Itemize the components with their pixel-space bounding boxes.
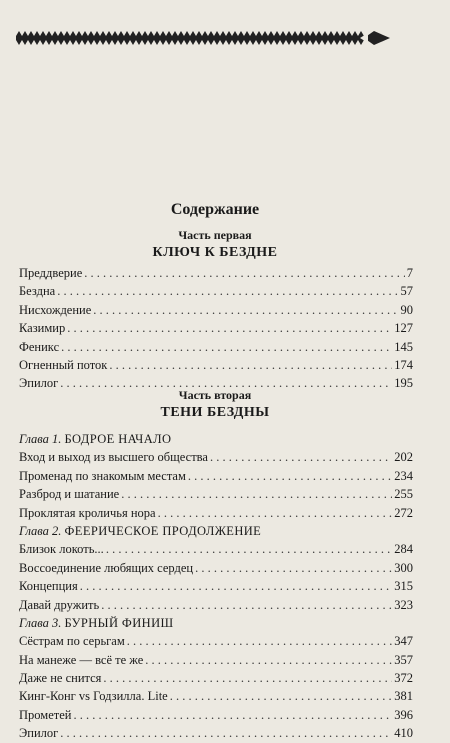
- toc-entry-title: Воссоединение любящих сердец: [19, 560, 194, 575]
- toc-entry[interactable]: [19, 651, 413, 669]
- toc-entry[interactable]: [19, 485, 413, 503]
- toc-entry[interactable]: [19, 706, 413, 724]
- toc-entry-page: 90: [400, 302, 413, 317]
- chapter-number: Глава 2.: [19, 523, 62, 538]
- chapter-title: ФЕЕРИЧЕСКОЕ ПРОДОЛЖЕНИЕ: [64, 523, 262, 538]
- toc-entry[interactable]: [19, 559, 413, 577]
- toc-entry-title: Близок локоть...: [19, 542, 104, 557]
- toc-entry-page: 381: [394, 689, 413, 704]
- dot-leader: [101, 596, 392, 614]
- chapter-heading[interactable]: [19, 430, 413, 448]
- toc-entry-title: Бездна: [19, 284, 56, 299]
- dot-leader: [84, 264, 405, 282]
- toc-entry-title: Эпилог: [19, 376, 59, 391]
- toc-entry-page: 315: [394, 579, 413, 594]
- dot-leader: [93, 301, 398, 319]
- toc-entry-title: Феникс: [19, 339, 60, 354]
- toc-entry[interactable]: [19, 504, 413, 522]
- toc-entry[interactable]: [19, 264, 413, 282]
- toc-entry-page: 195: [394, 376, 413, 391]
- toc-entry-page: 410: [394, 726, 413, 741]
- chapter-title: БОДРОЕ НАЧАЛО: [64, 432, 172, 446]
- dot-leader: [109, 356, 392, 374]
- toc-entry-title: Огненный поток: [19, 357, 108, 372]
- toc-entry-title: Даже не снится: [19, 671, 102, 686]
- part2-title: ТЕНИ БЕЗДНЫ: [160, 405, 270, 420]
- toc-entry-title: Преддверие: [19, 266, 83, 280]
- dot-leader: [170, 687, 393, 705]
- toc-entry-page: 347: [394, 634, 413, 649]
- dot-leader: [188, 467, 392, 485]
- toc-entry-page: 127: [394, 321, 413, 336]
- part1-title: КЛЮЧ К БЕЗДНЕ: [152, 245, 278, 260]
- toc-entry-page: 272: [394, 505, 413, 520]
- toc-entry[interactable]: [19, 724, 413, 742]
- dot-leader: [210, 448, 392, 466]
- toc-entry-page: 396: [394, 707, 413, 722]
- toc-entry-title: Эпилог: [19, 726, 59, 741]
- dot-leader: [67, 319, 392, 337]
- part1-entries: [19, 264, 413, 393]
- toc-entry[interactable]: [19, 687, 413, 705]
- toc-entry-page: 323: [394, 597, 413, 612]
- toc-entry-title: Променад по знакомым местам: [19, 468, 186, 483]
- toc-entry-page: 300: [394, 560, 413, 575]
- toc-entry-title: Прометей: [19, 707, 72, 722]
- toc-entry[interactable]: [19, 448, 413, 466]
- toc-entry-page: 7: [406, 266, 413, 280]
- dot-leader: [103, 669, 392, 687]
- toc-entry[interactable]: [19, 540, 413, 558]
- toc-entry-page: 174: [394, 357, 413, 372]
- toc-entry-page: 255: [394, 487, 413, 502]
- toc-entry-page: 145: [394, 339, 413, 354]
- toc-entry-page: 372: [394, 671, 413, 686]
- toc-entry-title: Проклятая кроличья нора: [19, 505, 156, 520]
- dot-leader: [57, 282, 398, 300]
- toc-entry[interactable]: [19, 338, 413, 356]
- part2-label: Часть вторая: [178, 388, 252, 402]
- toc-entry-page: 202: [394, 450, 413, 465]
- toc-entry-title: Кинг-Конг vs Годзилла. Lite: [19, 689, 168, 704]
- part1-label: Часть первая: [178, 228, 252, 242]
- part2-entries: [19, 430, 413, 743]
- toc-entry[interactable]: [19, 577, 413, 595]
- chapter-title: БУРНЫЙ ФИНИШ: [64, 615, 174, 630]
- toc-entry-title: Вход и выход из высшего общества: [19, 450, 208, 465]
- dot-leader: [106, 540, 392, 558]
- toc-entry-page: 357: [394, 652, 413, 667]
- toc-entry-page: 284: [394, 542, 413, 557]
- toc-entry[interactable]: [19, 632, 413, 650]
- toc-entry[interactable]: [19, 319, 413, 337]
- toc-entry[interactable]: [19, 301, 413, 319]
- toc-entry-title: Давай дружить: [19, 597, 100, 612]
- dot-leader: [145, 651, 392, 669]
- toc-entry[interactable]: [19, 596, 413, 614]
- dot-leader: [158, 504, 393, 522]
- toc-entry-title: Разброд и шатание: [19, 487, 120, 502]
- chapter-number: Глава 1.: [19, 432, 62, 446]
- toc-entry-title: Нисхождение: [19, 302, 92, 317]
- toc-entry[interactable]: [19, 356, 413, 374]
- toc-entry-title: Казимир: [19, 321, 66, 336]
- dot-leader: [80, 577, 393, 595]
- dot-leader: [73, 706, 392, 724]
- chapter-number: Глава 3.: [19, 615, 62, 630]
- toc-heading: Содержание: [170, 201, 260, 218]
- chapter-heading[interactable]: [19, 522, 413, 540]
- toc-entry-title: Сёстрам по серьгам: [19, 634, 125, 649]
- toc-entry[interactable]: [19, 669, 413, 687]
- toc-entry[interactable]: [19, 282, 413, 300]
- toc-entry-page: 57: [400, 284, 413, 299]
- toc-entry[interactable]: [19, 467, 413, 485]
- toc-entry-title: На манеже — всё те же: [19, 652, 144, 667]
- dot-leader: [195, 559, 392, 577]
- chapter-heading[interactable]: [19, 614, 413, 632]
- dot-leader: [61, 338, 392, 356]
- toc-entry-title: Концепция: [19, 579, 78, 594]
- ornamental-divider: [16, 27, 390, 49]
- dot-leader: [60, 724, 392, 742]
- toc-entry-page: 234: [394, 468, 413, 483]
- dot-leader: [127, 632, 393, 650]
- dot-leader: [121, 485, 392, 503]
